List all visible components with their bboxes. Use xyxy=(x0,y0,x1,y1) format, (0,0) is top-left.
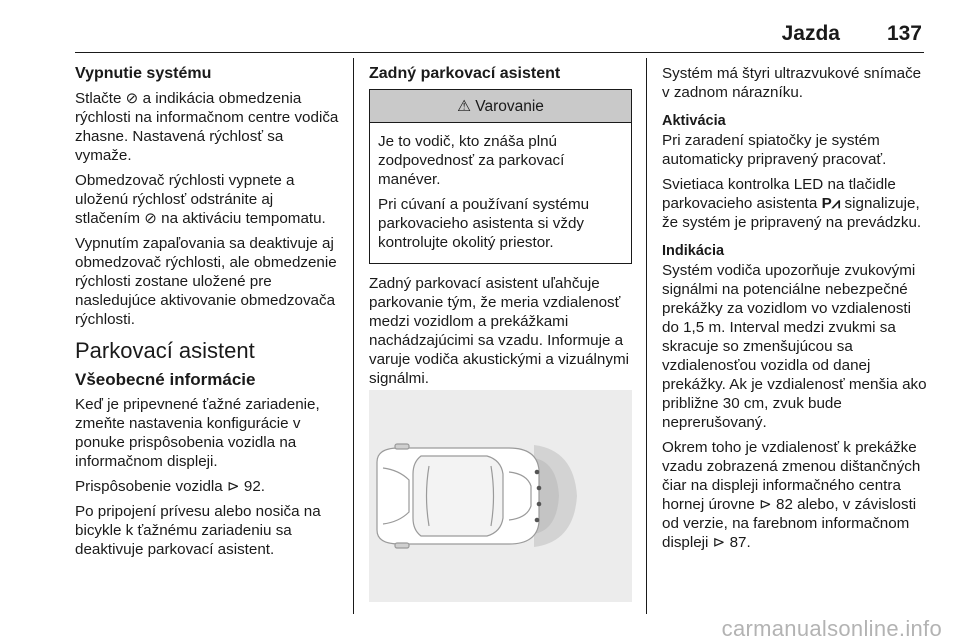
paragraph: Obmedzovač rýchlosti vypnete a uloženú rýchlosť odstránite aj stlačením ⊘ na aktiváciu tempomatu. xyxy=(75,172,326,227)
column-2 xyxy=(369,64,632,394)
car-top-view-diagram xyxy=(369,390,632,602)
warning-paragraph: Pri cúvaní a používaní systému parkovacieho asistenta si vždy kontrolujte okolitý priestor. xyxy=(378,196,590,251)
paragraph: Po pripojení prívesu alebo nosiča na bicykle k ťažnému zariadeniu sa deaktivuje parkovací asistent. xyxy=(75,503,321,558)
paragraph: Stlačte ⊘ a indikácia obmedzenia rýchlosti na informačnom centre vodiča zhasne. Nastavená rýchlosť sa vymaže. xyxy=(75,90,339,164)
car-icon xyxy=(377,444,539,548)
paragraph: Zadný parkovací asistent uľahčuje parkovanie tým, že meria vzdialenosť medzi vozidlom a prekážkami nachádzajúcimi sa vzadu. Informuje a varuje vodiča akustickými a vizuálnymi signálmi. xyxy=(369,275,629,387)
page-number: 137 xyxy=(886,22,922,45)
sensor-dot xyxy=(535,518,540,523)
running-header-title: Jazda xyxy=(781,22,840,45)
parking-assist-icon: P⩘ xyxy=(821,195,841,212)
warning-paragraph: Je to vodič, kto znáša plnú zodpovednosť za parkovací manéver. xyxy=(378,133,565,188)
paragraph-text: signalizuje, že systém je pripravený na prevádzku. xyxy=(662,195,922,231)
warning-icon: ⚠ xyxy=(457,98,471,115)
paragraph: Systém vodiča upozorňuje zvukovými signálmi na potenciálne nebezpečné prekážky za vozidlom vo vzdialenosti do 1,5 m. Interval medzi zvukmi sa skracuje so zmenšujúcou sa vzdialenosťou vozidla od danej prekážky. Ak je vzdialenosť menšia ako približne 30 cm, zvuk bude neprerušovaný. xyxy=(662,262,927,431)
header-rule xyxy=(75,52,924,53)
warning-header xyxy=(370,90,631,123)
paragraph: Vypnutím zapaľovania sa deaktivuje aj obmedzovač rýchlosti, ale obmedzenie rýchlosti zostane uložené pre nasledujúce aktivovanie obmedzovača rýchlosti. xyxy=(75,235,337,328)
warning-title: Varovanie xyxy=(475,98,544,115)
column-3 xyxy=(662,64,930,558)
heading-aktivacia: Aktivácia xyxy=(662,113,726,129)
paragraph: Systém má štyri ultrazvukové snímače v zadnom nárazníku. xyxy=(662,65,922,101)
heading-parkovaci-asistent: Parkovací asistent xyxy=(75,338,255,363)
paragraph-text: Svietiaca kontrolka LED na tlačidle parkovacieho asistenta xyxy=(662,176,896,212)
column-divider-2 xyxy=(646,58,647,614)
paragraph: Keď je pripevnené ťažné zariadenie, zmeňte nastavenia konfigurácie v ponuke prispôsobenia vozidla na informačnom displeji. xyxy=(75,396,320,470)
paragraph: Pri zaradení spiatočky je systém automaticky pripravený pracovať. xyxy=(662,132,887,168)
heading-zadny-parkovaci-asistent: Zadný parkovací asistent xyxy=(369,65,561,82)
heading-indikacia: Indikácia xyxy=(662,243,725,259)
column-1 xyxy=(75,64,341,565)
sensor-dot xyxy=(537,486,542,491)
watermark: carmanualsonline.info xyxy=(721,616,942,641)
sensor-dot xyxy=(537,502,542,507)
heading-vypnutie-systemu: Vypnutie systému xyxy=(75,65,212,82)
paragraph: Okrem toho je vzdialenosť k prekážke vzadu zobrazená zmenou dištančných čiar na displeji informačného centra hornej úrovne ⊳ 82 alebo, v závislosti od verzie, na farebnom informačnom displeji ⊳ 87. xyxy=(662,439,921,551)
parking-sensor-illustration xyxy=(369,390,632,602)
heading-vseobecne-informacie: Všeobecné informácie xyxy=(75,370,256,389)
warning-box xyxy=(369,89,632,264)
column-divider-1 xyxy=(353,58,354,614)
cross-reference-paragraph: Prispôsobenie vozidla ⊳ 92. xyxy=(75,478,266,495)
sensor-dot xyxy=(535,470,540,475)
paragraph xyxy=(662,175,930,232)
